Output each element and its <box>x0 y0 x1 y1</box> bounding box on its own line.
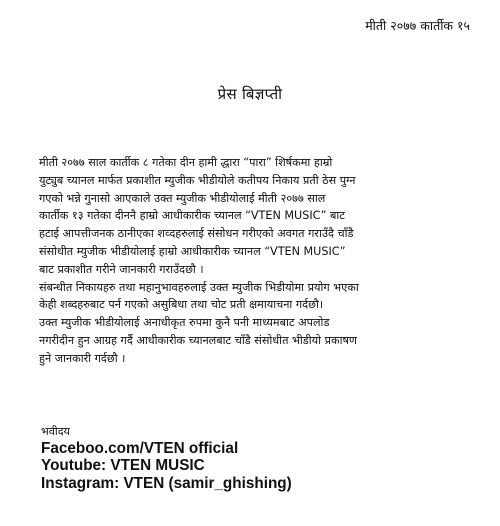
body-line: संबन्धीत निकायहरु तथा महानुभावहरुलाई उक्त म्युजीक भिडीयोमा प्रयोग भएका <box>39 280 359 294</box>
instagram-contact: Instagram: VTEN (samir_ghishing) <box>41 474 292 492</box>
press-release-body <box>39 154 479 368</box>
body-line: युट्युब च्यानल मार्फत प्रकाशीत म्युजीक भीडीयोले कतीपय निकाय प्रती ठेस पुग्न <box>39 173 356 187</box>
body-line: केही शब्दहरुबाट पर्न गएको असुबिधा तथा चोट प्रती क्षमायाचना गर्दछौ। <box>39 298 324 312</box>
body-line: संसोधीत म्युजीक भीडीयोलाई हाम्रो आधीकारीक च्यानल “VTEN MUSIC” <box>39 244 346 258</box>
contact-list <box>41 440 292 492</box>
body-line: गएको भन्ने गुनासो आएकाले उक्त म्युजीक भीडीयोलाई मीती २०७७ साल <box>39 191 326 205</box>
facebook-contact: Faceboo.com/VTEN official <box>41 440 239 457</box>
release-date: मीती २०७७ कार्तीक १५ <box>365 18 470 33</box>
body-line: बाट प्रकाशीत गरीने जानकारी गराउँदछौ । <box>39 262 204 276</box>
body-line: हटाई आपत्तीजनक ठानीएका शव्दहरुलाई संसोधन गरीएको अवगत गराउँदै चाँडै <box>39 227 354 241</box>
body-line: उक्त म्युजीक भीडीयोलाई अनाधीकृत रुपमा कुनै पनी माध्यमबाट अपलोड <box>39 316 330 330</box>
press-release-title: प्रेस बिज्ञप्ती <box>217 85 283 103</box>
body-line: मीती २०७७ साल कार्तीक ८ गतेका दीन हामी द्धारा “पारा” शिर्षकमा हाम्रो <box>39 156 333 169</box>
signoff: भवीदय <box>41 425 70 438</box>
body-line: कार्तीक १३ गतेका दीननै हाम्रो आधीकारीक च्यानल “VTEN MUSIC” बाट <box>39 209 345 223</box>
youtube-contact: Youtube: VTEN MUSIC <box>41 457 205 475</box>
body-line: नगरीदीन हुन आग्रह गर्दै आधीकारीक च्यानलबाट चाँडै संसोधीत भीडीयो प्रकाषण <box>39 333 358 347</box>
body-line: हुने जानकारी गर्दछौ । <box>39 351 126 365</box>
